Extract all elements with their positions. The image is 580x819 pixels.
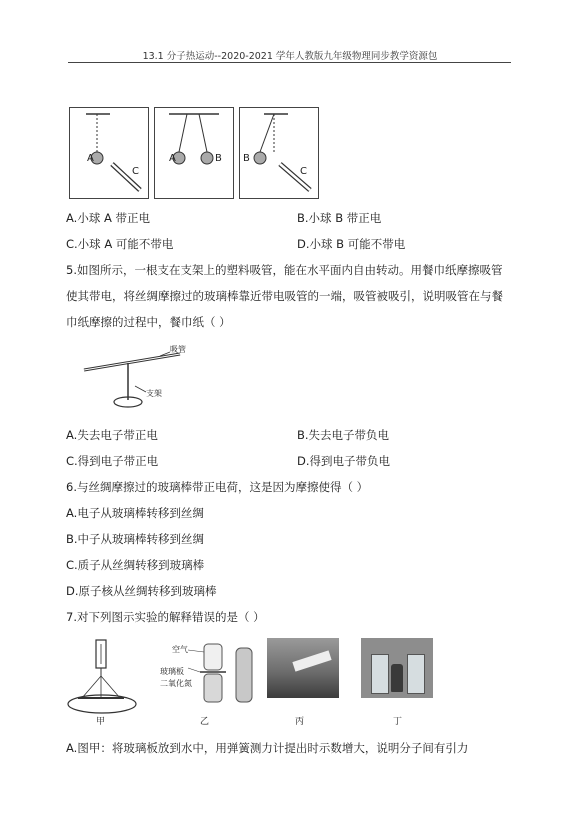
q7-label-air: 空气: [172, 645, 188, 654]
q7-figure-bing: [267, 638, 339, 728]
q7-stem: 7.对下列图示实验的解释错误的是（ ）: [66, 610, 265, 624]
q5-stand-label: 支架: [146, 389, 162, 398]
q4-panel-2: [154, 107, 234, 199]
q4-panel-3-label-b: B: [243, 153, 250, 164]
q7-ding-beaker-left: [371, 654, 389, 694]
q7-caption-bing: 丙: [295, 717, 305, 727]
q6-option-a: A.电子从玻璃棒转移到丝绸: [66, 506, 204, 520]
q7-caption-ding: 丁: [393, 717, 403, 727]
q7-caption-jia: 甲: [96, 717, 106, 727]
q5-option-d: D.得到电子带负电: [297, 454, 391, 468]
q5-straw-label: 吸管: [170, 345, 186, 354]
q5-stem-line-1: 5.如图所示，一根支在支架上的塑料吸管，能在水平面内自由转动。用餐巾纸摩擦吸管: [66, 263, 503, 277]
q7-option-a: A.图甲：将玻璃板放到水中，用弹簧测力计提出时示数增大，说明分子间有引力: [66, 741, 469, 755]
q7-figure-yi: [160, 636, 275, 728]
q7-ding-beaker-right: [407, 654, 425, 694]
q4-panel-1-label-a: A: [87, 153, 94, 164]
q4-option-a: A.小球 A 带正电: [66, 211, 150, 225]
q4-panel-1-drawing: [70, 108, 148, 198]
q7-figure-ding: [361, 638, 433, 728]
q4-panel-3-drawing: [240, 108, 318, 198]
q6-stem: 6.与丝绸摩擦过的玻璃棒带正电荷，这是因为摩擦使得（ ）: [66, 480, 369, 494]
header-divider: [68, 62, 511, 63]
q5-figure: [80, 342, 200, 412]
q4-option-c: C.小球 A 可能不带电: [66, 237, 174, 251]
q4-panel-1: [69, 107, 149, 199]
q4-option-b: B.小球 B 带正电: [297, 211, 382, 225]
q6-option-d: D.原子核从丝绸转移到玻璃棒: [66, 584, 217, 598]
page-header: 13.1 分子热运动--2020-2021 学年人教版九年级物理同步教学资源包: [142, 51, 438, 62]
q7-label-gas: 二氧化氮: [160, 679, 192, 688]
q6-option-b: B.中子从玻璃棒转移到丝绸: [66, 532, 205, 546]
q6-option-c: C.质子从丝绸转移到玻璃棒: [66, 558, 205, 572]
q5-option-c: C.得到电子带正电: [66, 454, 159, 468]
q4-option-d: D.小球 B 可能不带电: [297, 237, 406, 251]
q7-label-glass-plate: 玻璃板: [160, 667, 184, 676]
q5-stem-line-3: 巾纸摩擦的过程中，餐巾纸（ ）: [66, 315, 231, 329]
q4-panel-2-label-b: B: [215, 153, 222, 164]
q7-figure-jia: [66, 636, 146, 728]
q7-caption-yi: 乙: [200, 717, 210, 727]
q5-option-b: B.失去电子带负电: [297, 428, 390, 442]
q4-panel-3-label-c: C: [300, 166, 307, 177]
q5-stem-line-2: 使其带电，将丝绸摩擦过的玻璃棒靠近带电吸管的一端，吸管被吸引，说明吸管在与餐: [66, 289, 503, 303]
q7-jia-drawing: [66, 636, 146, 728]
q4-panel-3: [239, 107, 319, 199]
q4-panel-1-label-c: C: [132, 166, 139, 177]
q4-panel-2-label-a: A: [169, 153, 176, 164]
q5-option-a: A.失去电子带正电: [66, 428, 158, 442]
q7-ding-bottle: [391, 664, 403, 692]
